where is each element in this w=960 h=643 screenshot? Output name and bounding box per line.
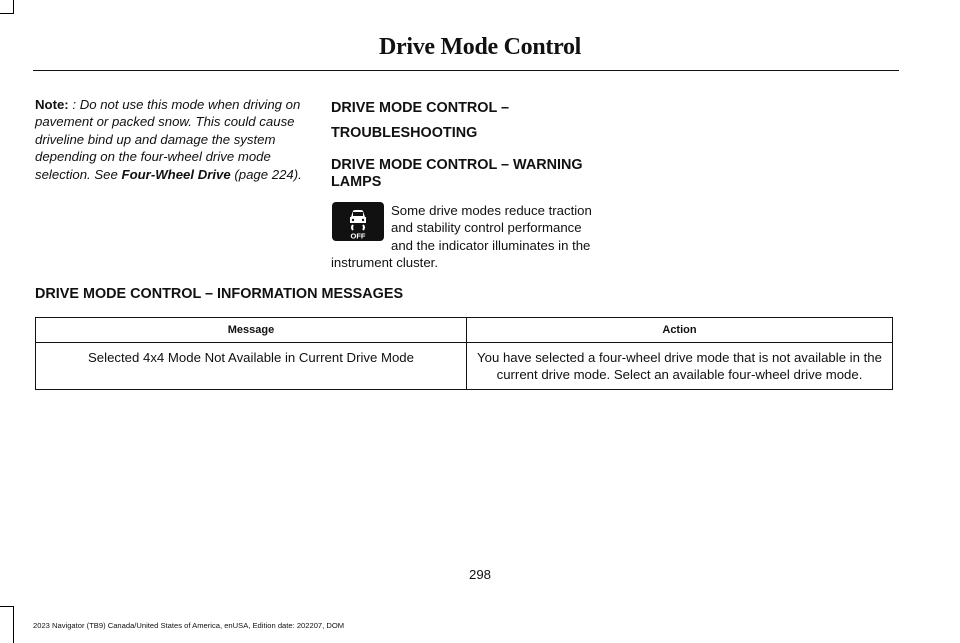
- note-page-ref: (page 224).: [230, 166, 302, 182]
- troubleshooting-heading-line2: TROUBLESHOOTING: [331, 125, 478, 141]
- troubleshooting-heading: [331, 98, 611, 143]
- page-number: 298: [468, 567, 491, 582]
- footer-edition-info: 2023 Navigator (TB9) Canada/United States of America, enUSA, Edition date: 202207, DOM: [33, 621, 345, 630]
- table-row: [36, 343, 893, 390]
- page-title: Drive Mode Control: [378, 34, 582, 60]
- crop-mark: [13, 0, 14, 14]
- note-label: Note:: [35, 97, 69, 112]
- crop-mark: [13, 606, 14, 643]
- traction-control-off-graphic: [332, 202, 384, 241]
- note-paragraph: [35, 96, 305, 183]
- troubleshooting-heading-line1: DRIVE MODE CONTROL –: [331, 100, 510, 116]
- warning-lamps-heading: DRIVE MODE CONTROL – WARNING LAMPS: [331, 157, 583, 190]
- lamp-off-label: OFF: [350, 231, 366, 241]
- column-header-message: Message: [36, 318, 467, 343]
- warning-lamps-text: Some drive modes reduce traction and stability control performance and the indicator illuminates in the instrument cluster.: [331, 203, 592, 271]
- table-header-row: [36, 318, 893, 343]
- xref-four-wheel-drive[interactable]: Four-Wheel Drive: [121, 166, 231, 182]
- action-cell: You have selected a four-wheel drive mode that is not available in the current drive mode. Select an available four-wheel drive mode.: [467, 343, 893, 390]
- column-header-action: Action: [467, 318, 893, 343]
- traction-control-off-icon: [332, 202, 384, 241]
- crop-mark: [0, 13, 14, 14]
- information-messages-table: [35, 317, 893, 390]
- information-messages-heading: DRIVE MODE CONTROL – INFORMATION MESSAGES: [35, 286, 404, 302]
- message-cell: Selected 4x4 Mode Not Available in Current Drive Mode: [36, 343, 467, 390]
- crop-mark: [0, 606, 14, 607]
- title-divider: [33, 70, 899, 71]
- note-text: : Do not use this mode when driving on pavement or packed snow. This could cause driveline bind up and damage the system depending on the four-wheel drive mode selection. See: [35, 97, 301, 182]
